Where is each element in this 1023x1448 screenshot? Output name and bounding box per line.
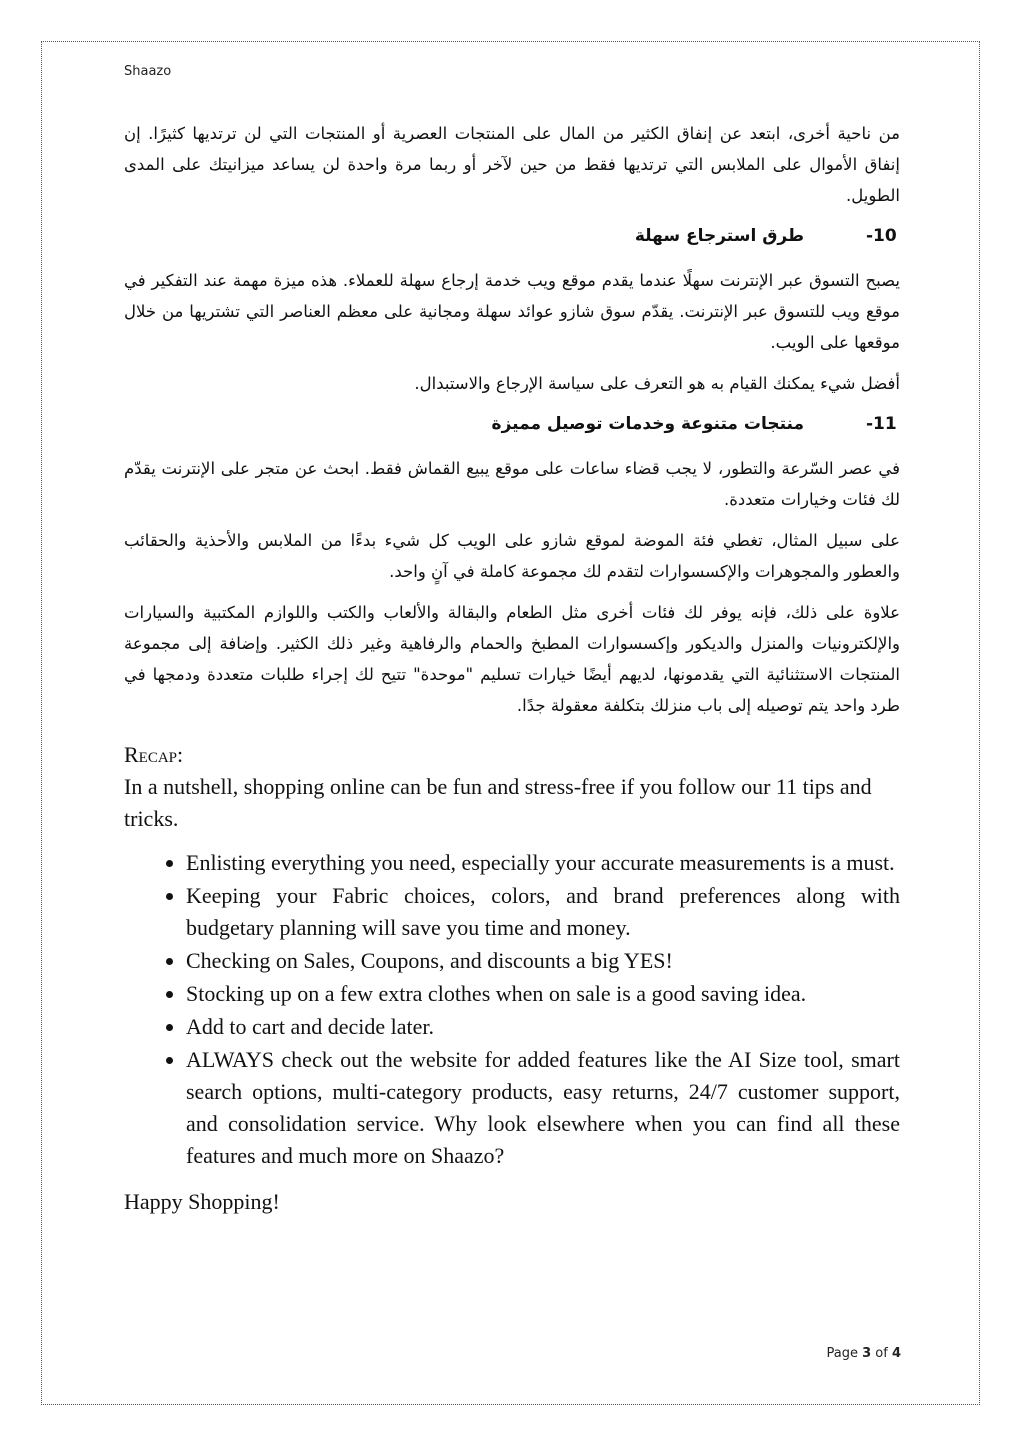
recap-heading (124, 739, 900, 771)
recap-intro: In a nutshell, shopping online can be fun and stress-free if you follow our 11 tips and tricks. (124, 774, 872, 831)
page-content (124, 118, 900, 1218)
section-number-11: -11 (866, 414, 897, 434)
list-item: • Enlisting everything you need, especially your accurate measurements is a must. (186, 847, 900, 879)
tips-list (124, 847, 900, 1172)
arabic-paragraph-2: يصبح التسوق عبر الإنترنت سهلًا عندما يقدم موقع ويب خدمة إرجاع سهلة للعملاء. هذه ميزة مهمة عند التفكير في موقع ويب للتسوق عبر الإنترنت. يقدّم سوق شازو عوائد سهلة ومجانية على معظم العناصر التي تشتريها من خلال موقعها على الويب. (124, 271, 900, 352)
section-title-11: منتجات متنوعة وخدمات توصيل مميزة (491, 414, 804, 434)
section-title-10: طرق استرجاع سهلة (634, 226, 804, 246)
arabic-paragraph-3: أفضل شيء يمكنك القيام به هو التعرف على سياسة الإرجاع والاستبدال. (414, 374, 900, 393)
page-footer (826, 1346, 901, 1361)
arabic-paragraph-6: علاوة على ذلك، فإنه يوفر لك فئات أخرى مثل الطعام والبقالة والألعاب والكتب واللوازم المكتبية والسيارات والإلكترونيات والمنزل والديكور وإكسسوارات المطبخ والحمام والرفاهية وغير ذلك الكثير. وإضافة إلى مجموعة المنتجات الاستثنائية التي يقدمونها، لديهم أيضًا خيارات تسليم "موحدة" تتيح لك إجراء طلبات متعددة ودمجها في طرد واحد يتم توصيله إلى باب منزلك بتكلفة معقولة جدًا. (124, 603, 900, 715)
list-item: • Stocking up on a few extra clothes when on sale is a good saving idea. (186, 978, 900, 1010)
arabic-paragraph-5: على سبيل المثال، تغطي فئة الموضة لموقع شازو على الويب كل شيء بدءًا من الملابس والأحذية والحقائب والعطور والمجوهرات والإكسسوارات لتقدم لك مجموعة كاملة في آنٍ واحد. (124, 531, 900, 581)
footer-of-word: of (875, 1346, 888, 1361)
section-number-10: -10 (866, 226, 897, 246)
list-item: • Checking on Sales, Coupons, and discounts a big YES! (186, 945, 900, 977)
recap-label: Recap: (124, 742, 184, 767)
footer-page-number: 3 (862, 1346, 872, 1361)
section-heading-10 (124, 221, 900, 251)
list-item: • Add to cart and decide later. (186, 1011, 900, 1043)
header-brand: Shaazo (124, 64, 172, 79)
footer-page-word: Page (826, 1346, 858, 1361)
footer-page-total: 4 (891, 1346, 901, 1361)
arabic-paragraph-1: من ناحية أخرى، ابتعد عن إنفاق الكثير من المال على المنتجات العصرية أو المنتجات التي لن ترتديها كثيرًا. إن إنفاق الأموال على الملابس التي ترتديها فقط من حين لآخر أو ربما مرة واحدة لن يساعد ميزانيتك على المدى الطويل. (124, 124, 900, 205)
arabic-paragraph-4: في عصر السّرعة والتطور، لا يجب قضاء ساعات على موقع يبيع القماش فقط. ابحث عن متجر على الإنترنت يقدّم لك فئات وخيارات متعددة. (124, 459, 900, 509)
section-heading-11 (124, 409, 900, 439)
closing-line: Happy Shopping! (124, 1189, 280, 1214)
list-item: • Keeping your Fabric choices, colors, and brand preferences along with budgetary planning will save you time and money. (186, 880, 900, 944)
list-item: • ALWAYS check out the website for added features like the AI Size tool, smart search options, multi-category products, easy returns, 24/7 customer support, and consolidation service. Why look elsewhere when you can find all these features and much more on Shaazo? (186, 1044, 900, 1172)
